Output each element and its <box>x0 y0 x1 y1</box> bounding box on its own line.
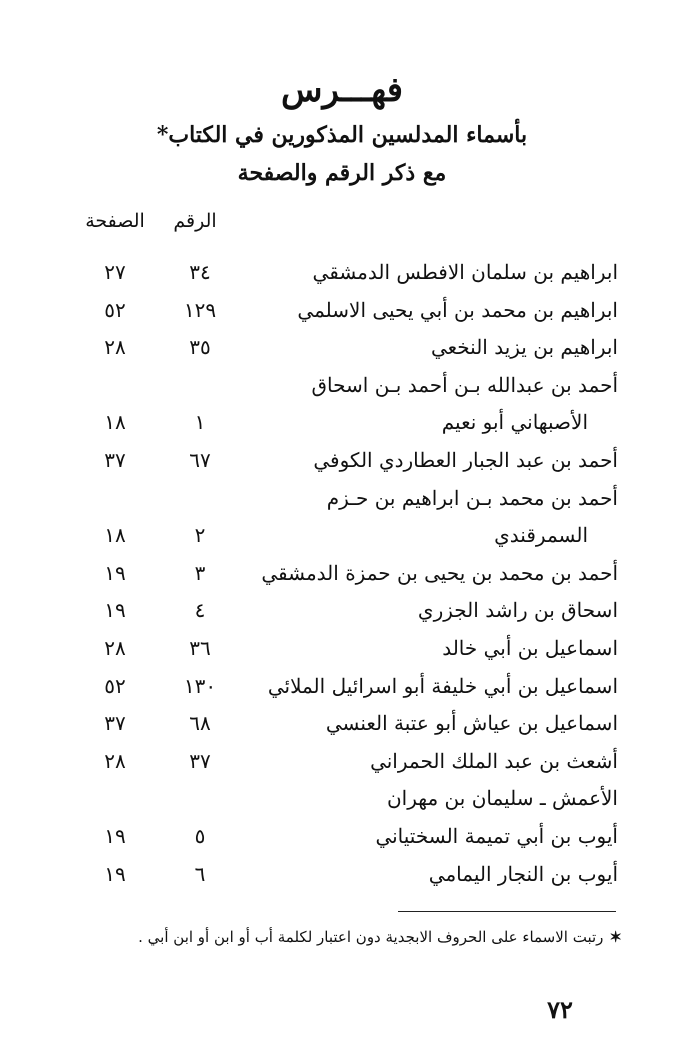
entry-name: اسماعيل بن أبي خليفة أبو اسرائيل الملائي <box>267 674 618 698</box>
index-row <box>0 481 684 517</box>
entry-page: ١٩ <box>104 824 126 848</box>
index-row <box>0 593 684 629</box>
entry-name: اسماعيل بن أبي خالد <box>442 636 618 660</box>
index-row <box>0 819 684 855</box>
entry-number: ٣٧ <box>189 749 211 773</box>
entry-name: أحمد بن محمد بـن ابراهيم بن حـزم <box>326 486 618 510</box>
index-row <box>0 744 684 780</box>
entry-number: ٣٥ <box>189 335 211 359</box>
index-row <box>0 781 684 817</box>
index-row <box>0 255 684 291</box>
entry-number: ٣٦ <box>189 636 211 660</box>
footnote-marker: ✶ <box>609 928 622 946</box>
entry-name: الأصبهاني أبو نعيم <box>441 410 588 434</box>
index-row <box>0 330 684 366</box>
index-row <box>0 706 684 742</box>
footnote-divider <box>398 911 616 912</box>
subtitle-line-1: بأسماء المدلسين المذكورين في الكتاب* <box>156 122 528 148</box>
entry-page: ٥٢ <box>104 674 126 698</box>
entry-number: ٣٤ <box>189 260 211 284</box>
entry-page: ١٩ <box>104 598 126 622</box>
entry-number: ٦ <box>194 862 206 886</box>
index-row <box>0 405 684 441</box>
entry-page: ٢٧ <box>104 260 126 284</box>
entry-name: أحمد بن عبدالله بـن أحمد بـن اسحاق <box>311 373 618 397</box>
entry-name: ابراهيم بن محمد بن أبي يحيى الاسلمي <box>297 298 618 322</box>
entry-page: ٥٢ <box>104 298 126 322</box>
index-row <box>0 443 684 479</box>
entry-page: ٢٨ <box>104 749 126 773</box>
entry-page: ٣٧ <box>104 448 126 472</box>
entry-name: السمرقندي <box>494 523 588 547</box>
entry-name: ابراهيم بن يزيد النخعي <box>430 335 618 359</box>
index-row <box>0 669 684 705</box>
page-title: فهـــرس <box>280 70 404 110</box>
entry-number: ٦٧ <box>189 448 211 472</box>
entry-number: ٢ <box>194 523 206 547</box>
entry-page: ٢٨ <box>104 636 126 660</box>
column-header-page: الصفحة <box>85 210 145 232</box>
column-header-number: الرقم <box>173 210 217 232</box>
subtitle-line-2: مع ذكر الرقم والصفحة <box>237 160 447 186</box>
index-row <box>0 293 684 329</box>
entry-name: أيوب بن أبي تميمة السختياني <box>375 824 618 848</box>
entry-number: ٦٨ <box>189 711 211 735</box>
entry-page: ١٩ <box>104 561 126 585</box>
entry-number: ٣ <box>194 561 206 585</box>
entry-page: ٣٧ <box>104 711 126 735</box>
entry-name: اسحاق بن راشد الجزري <box>417 598 618 622</box>
entry-page: ١٨ <box>104 523 126 547</box>
index-row <box>0 857 684 893</box>
index-row <box>0 368 684 404</box>
page-number: ٧٢ <box>547 995 573 1024</box>
entry-name: أحمد بن عبد الجبار العطاردي الكوفي <box>313 448 618 472</box>
index-row <box>0 631 684 667</box>
entry-name: الأعمش ـ سليمان بن مهران <box>386 786 618 810</box>
entry-name: أحمد بن محمد بن يحيى بن حمزة الدمشقي <box>261 561 618 585</box>
entry-number: ١٣٠ <box>183 674 217 698</box>
footnote-text: رتبت الاسماء على الحروف الابجدية دون اعتبار لكلمة أب أو ابن أو ابن أبي . <box>138 928 604 946</box>
index-row <box>0 518 684 554</box>
entry-number: ٥ <box>194 824 206 848</box>
entry-number: ١٢٩ <box>183 298 217 322</box>
entry-page: ١٨ <box>104 410 126 434</box>
footnote <box>42 924 622 950</box>
entry-name: ابراهيم بن سلمان الافطس الدمشقي <box>312 260 618 284</box>
entry-name: أيوب بن النجار اليمامي <box>428 862 618 886</box>
entry-name: اسماعيل بن عياش أبو عتبة العنسي <box>325 711 618 735</box>
entry-number: ١ <box>194 410 206 434</box>
entry-number: ٤ <box>194 598 206 622</box>
index-row <box>0 556 684 592</box>
entry-name: أشعث بن عبد الملك الحمراني <box>370 749 618 773</box>
entry-page: ١٩ <box>104 862 126 886</box>
entry-page: ٢٨ <box>104 335 126 359</box>
